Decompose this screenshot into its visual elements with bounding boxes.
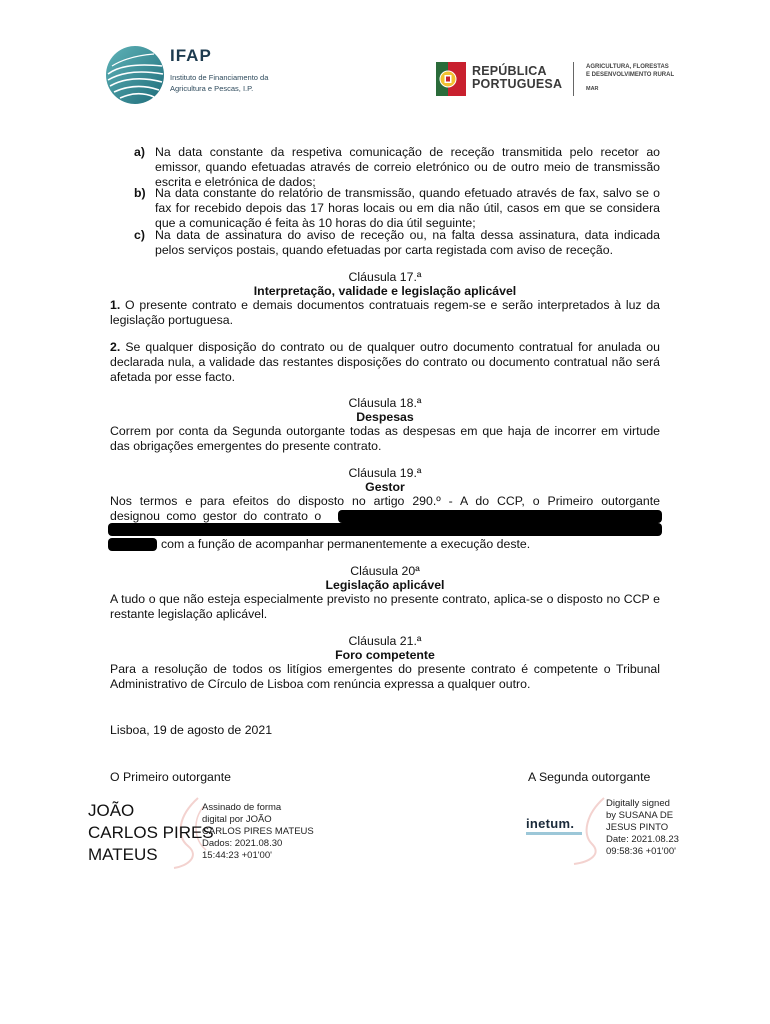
signer-1-name-line: MATEUS	[88, 845, 158, 864]
list-marker: b)	[134, 186, 146, 200]
clause-19-title: Gestor	[365, 480, 405, 494]
paragraph-number: 1.	[110, 298, 121, 312]
inetum-underline	[526, 832, 582, 835]
clause-20-title: Legislação aplicável	[325, 578, 445, 592]
clause-18-title: Despesas	[356, 410, 414, 424]
party-2-label: A Segunda outorgante	[528, 770, 651, 784]
clause-19-number: Cláusula 19.ª	[348, 466, 422, 480]
ifap-logo	[104, 44, 284, 108]
republic-name	[472, 65, 562, 91]
header-divider	[573, 62, 574, 96]
signature-1-info-line: Assinado de forma	[202, 802, 282, 813]
clause-18-text: Correm por conta da Segunda outorgante todas as despesas em que haja de incorrer em virtude das obrigações emergentes do presente contrato.	[110, 424, 660, 453]
list-item	[110, 228, 660, 258]
clause-19-line-2-text: designou como gestor do contrato o	[110, 509, 322, 523]
republic-shield-icon	[436, 62, 466, 96]
signer-1-name-line: JOÃO	[88, 801, 135, 820]
signature-1-info-line: Dados: 2021.08.30	[202, 838, 283, 849]
signature-1-info-line: 15:44:23 +01'00'	[202, 850, 272, 861]
place-date: Lisboa, 19 de agosto de 2021	[110, 723, 273, 737]
redaction-bar	[108, 538, 157, 551]
paragraph-text: O presente contrato e demais documentos contratuais regem-se e serão interpretados à luz da legislação portuguesa.	[110, 298, 660, 327]
signature-2-info-line: Date: 2021.08.23	[606, 834, 679, 845]
ministry-sea: MAR	[586, 86, 599, 92]
clause-21-text: Para a resolução de todos os litígios emergentes do presente contrato é competente o Tribunal Administrativo de Círculo de Lisboa com renúncia expressa a qualquer outro.	[110, 662, 660, 691]
republic-line1: REPÚBLICA	[472, 64, 547, 78]
redaction-bar	[108, 523, 662, 536]
clause-18-number: Cláusula 18.ª	[348, 396, 422, 410]
ministry-line2: E DESENVOLVIMENTO RURAL	[586, 71, 675, 78]
clause-19-line-4: com a função de acompanhar permanentemente a execução deste.	[161, 537, 531, 551]
redaction-bar	[338, 510, 662, 523]
list-text: Na data constante da respetiva comunicação de receção transmitida pelo recetor ao emissor, quando efetuadas através de correio eletrónico ou de outro meio de transmissão escrita e eletrónica de dados;	[155, 145, 660, 189]
signature-2-info	[606, 798, 679, 858]
signature-2-info-line: 09:58:36 +01'00'	[606, 846, 676, 857]
list-marker: c)	[134, 228, 145, 242]
paragraph-number: 2.	[110, 340, 121, 354]
list-text: Na data constante do relatório de transmissão, quando efetuado através de fax, salvo se o fax for recebido depois das 17 horas locais ou em dia não útil, casos em que se considera que a comunicação é feita às 10 horas do dia útil seguinte;	[155, 186, 660, 230]
clause-17-paragraph-1	[110, 298, 660, 328]
clause-21-number: Cláusula 21.ª	[348, 634, 422, 648]
signature-block-1	[88, 800, 328, 870]
signature-1-info-line: digital por JOÃO	[202, 814, 272, 825]
clause-20-number: Cláusula 20ª	[350, 564, 420, 578]
ifap-emblem-icon	[104, 44, 166, 106]
republica-portuguesa-logo	[436, 58, 706, 102]
ifap-name: IFAP	[170, 46, 212, 65]
clause-19-line-1: Nos termos e para efeitos do disposto no artigo 290.º - A do CCP, o Primeiro outorgante	[110, 494, 660, 508]
signer-1-name	[88, 800, 214, 866]
list-item	[110, 145, 660, 190]
list-item	[110, 186, 660, 231]
signature-block-2	[520, 796, 720, 868]
clause-17-paragraph-2	[110, 340, 660, 385]
ifap-subtitle: Instituto de Financiamento da Agricultura e Pescas, I.P.	[170, 73, 269, 93]
party-1-label: O Primeiro outorgante	[110, 770, 231, 784]
signature-2-info-line: JESUS PINTO	[606, 822, 669, 833]
list-marker: a)	[134, 145, 145, 159]
inetum-logo: inetum.	[526, 816, 575, 831]
signature-1-info	[202, 802, 314, 862]
signature-2-info-line: by SUSANA DE	[606, 810, 674, 821]
clause-20-text: A tudo o que não esteja especialmente previsto no presente contrato, aplica-se o disposto no CCP e restante legislação aplicável.	[110, 592, 660, 621]
signer-1-name-line: CARLOS PIRES	[88, 823, 214, 842]
signature-1-info-line: CARLOS PIRES MATEUS	[202, 826, 314, 837]
list-text: Na data de assinatura do aviso de receção ou, na falta dessa assinatura, data indicada pelos serviços postais, quando efetuadas por carta registada com aviso de receção.	[155, 228, 660, 257]
ministry-name	[586, 64, 706, 79]
paragraph-text: Se qualquer disposição do contrato ou de qualquer outro documento contratual for anulada ou declarada nula, a validade das restantes disposições do contrato ou documento contratual não será afetada por esse facto.	[110, 340, 660, 384]
signature-2-info-line: Digitally signed	[606, 798, 670, 809]
clause-17-title: Interpretação, validade e legislação aplicável	[253, 284, 517, 298]
republic-line2: PORTUGUESA	[472, 77, 563, 91]
clause-17-number: Cláusula 17.ª	[348, 270, 422, 284]
clause-21-title: Foro competente	[335, 648, 435, 662]
ministry-line1: AGRICULTURA, FLORESTAS	[586, 64, 669, 70]
